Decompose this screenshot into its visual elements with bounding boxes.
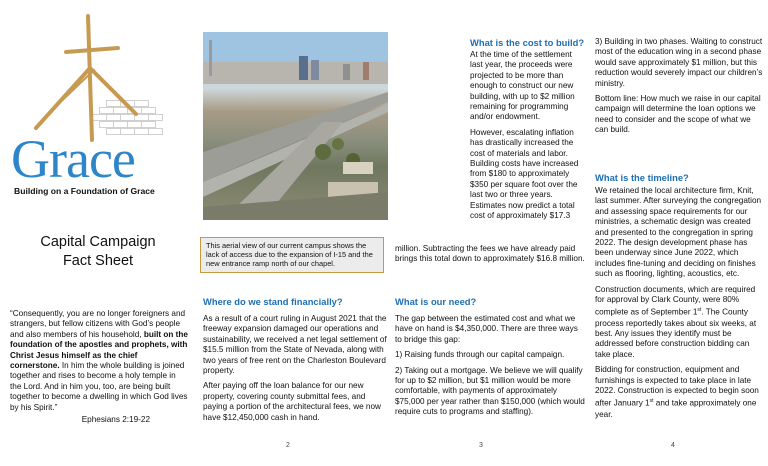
page-number-3: 3 [479,442,483,449]
need-heading: What is our need? [395,296,477,307]
timeline-paragraph-2: Construction documents, which are required for approval by Clark County, were 80% complete as of September 1st. The County process reportedly takes about six weeks, at best. Any issues they identify must be addressed before construction bidding can take place. [595,284,757,359]
column-4 [595,37,763,136]
phase-paragraph: 3) Building in two phases. Waiting to construct most of the education wing in a second phase would save approximately $1 million, but this reduction would severely impact our children’s ministry. [595,37,763,88]
photo-illustration [203,32,388,220]
scripture-end: In him the whole building is joined together and rises to become a holy temple in the Lord. And in him you, too, are being built together to become a dwelling in which God lives by his Spirit.” [10,361,188,412]
logo [8,10,198,200]
scripture-quote [10,309,188,425]
timeline-section [595,172,763,420]
page-title [8,233,188,271]
cost-paragraph-1: At the time of the settlement last year, the proceeds were projected to be more than enough to construct our new building, with up to $2 million remaining for programming and/or endowment. [470,50,575,122]
timeline-paragraph-3: Bidding for construction, equipment and furnishings is expected to take place in late 2022. Construction is expected to begin soon after January 1st and take approximately one year. [595,365,759,419]
page-number-4: 4 [671,442,675,449]
timeline-heading: What is the timeline? [595,172,689,183]
scripture-reference: Ephesians 2:19-22 [81,415,150,425]
scripture-bold: built on the foundation of the apostles and prophets, with Christ Jesus himself as the chief cornerstone. [10,329,188,371]
page-title-line-1: Capital Campaign [40,234,156,250]
need-paragraph-2: 1) Raising funds through our capital campaign. [395,350,565,360]
aerial-campus-photo [203,32,388,220]
timeline-paragraph-1: We retained the local architecture firm, Knit, last summer. After surveying the congregation and assessing space requirements for our ministries, a schematic design was created and presented to the congregation in spring 2022. The design development phase has been underway since June 2022, which includes fine-tuning and deciding on finishes such as flooring, lighting, acoustics, etc. [595,186,762,279]
logo-tagline: Building on a Foundation of Grace [14,186,155,196]
photo-caption: This aerial view of our current campus shows the lack of access due to the expansion of I-15 and the new entrance ramp north of our chapel. [206,241,373,269]
scripture-intro: “Consequently, you are no longer foreigners and strangers, but fellow citizens with God’s people and also members of his household, [10,309,186,339]
cost-section [470,37,585,222]
cost-paragraph-2b: million. Subtracting the fees we have already paid brings this total down to approximately $16.8 million. [395,244,585,264]
financial-paragraph-1: As a result of a court ruling in August 2021 that the freeway expansion damaged our operations and sustainability, we received a net legal settlement of $15.5 million from the State of Nevada, along with two years of free rent on the Charleston Boulevard property. [203,314,387,376]
photo-caption-box [200,237,384,273]
cost-heading: What is the cost to build? [470,37,585,48]
financial-section [203,296,388,423]
logo-wordmark: Grace [11,129,135,189]
page-title-line-2: Fact Sheet [62,253,134,269]
cost-paragraph-2a: However, escalating inflation has drastically increased the cost of materials and labor. Building costs have increased from $180 to approximately $350 per square foot over the last two or three years. Estimates now predict a total cost of approximately $17.3 [470,127,579,221]
financial-paragraph-2: After paying off the loan balance for our new property, covering county submittal fees, and paying a portion of the architectural fees, we now have $12,450,000 cash in hand. [203,381,381,422]
need-paragraph-3: 2) Taking out a mortgage. We believe we will qualify for up to $2 million, but $1 million would be more comfortable, with payments of approximately $75,000 per year rather than $150,000 (which would require cuts to programs and staffing). [395,365,585,417]
need-section [395,296,585,418]
need-paragraph-1: The gap between the estimated cost and what we have on hand is $4,350,000. There are three ways to bridge this gap: [395,314,578,344]
financial-heading: Where do we stand financially? [203,296,343,307]
page-number-2: 2 [286,442,290,449]
bottom-line-paragraph: Bottom line: How much we raise in our capital campaign will determine the loan options we need to consider and the scope of what we can build. [595,94,761,135]
